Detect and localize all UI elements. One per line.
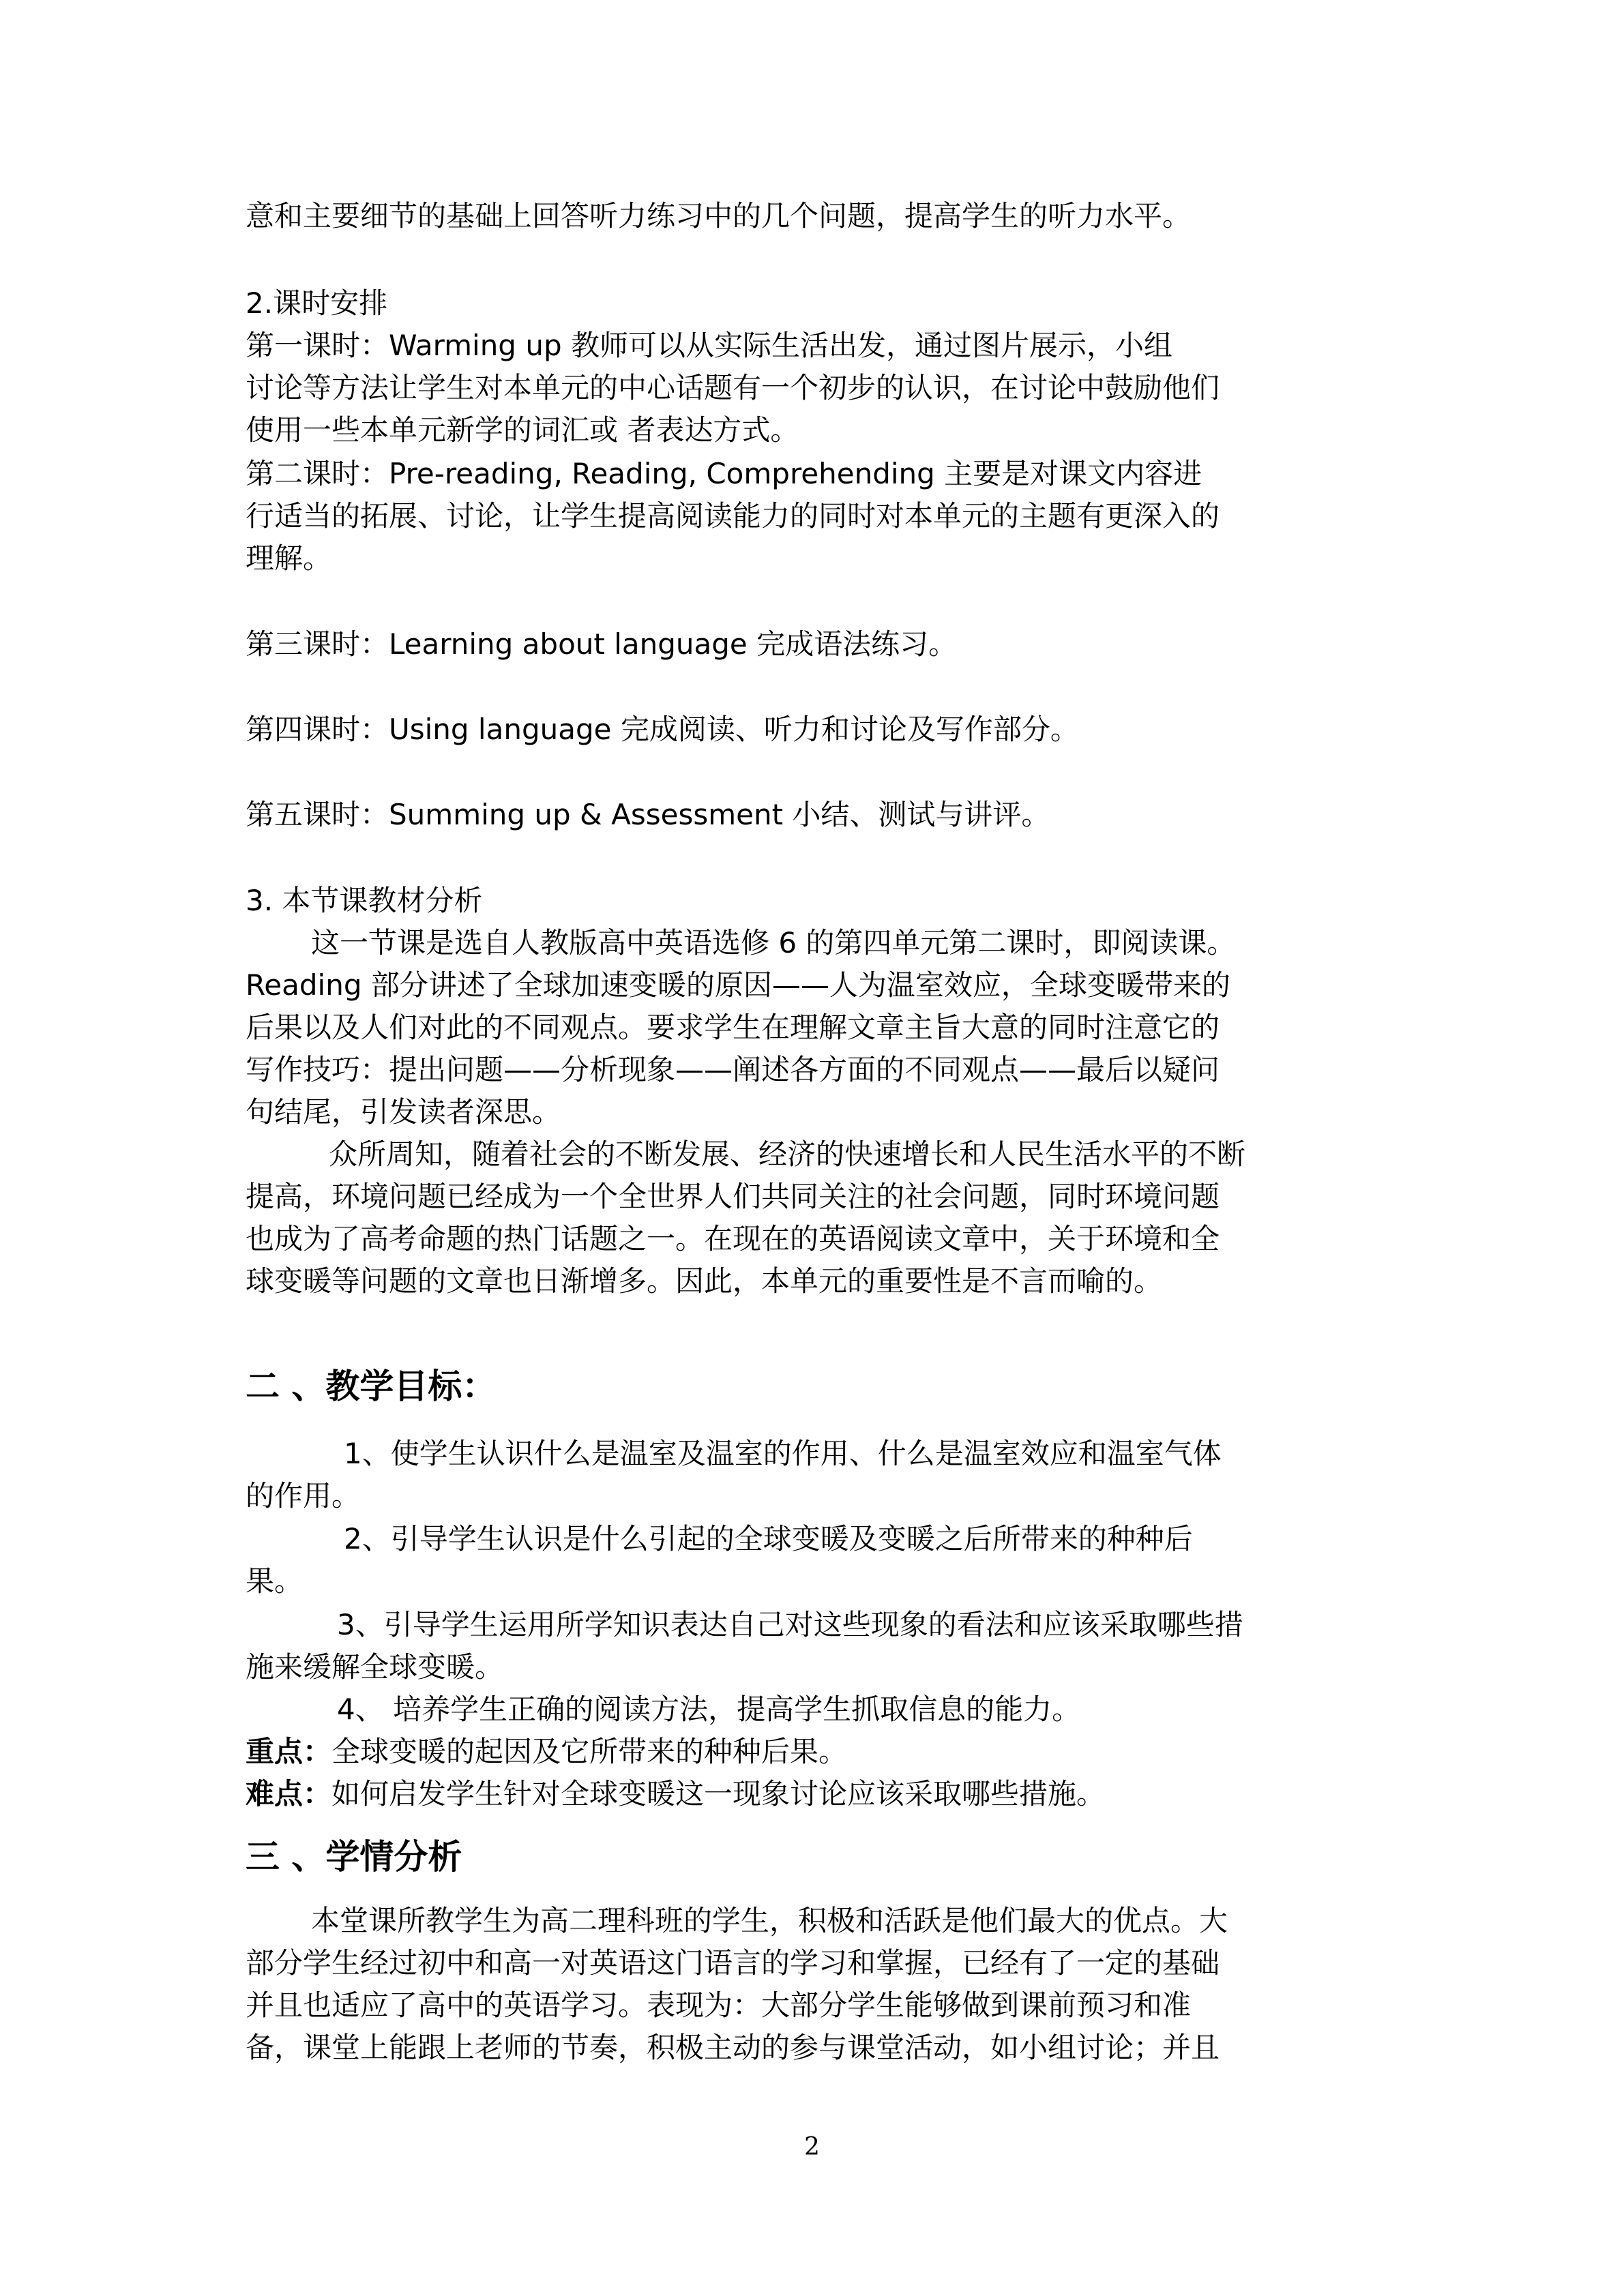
paragraph-line: 意和主要细节的基础上回答听力练习中的几个问题，提高学生的听力水平。 bbox=[246, 199, 1192, 233]
paragraph-line: 使用一些本单元新学的词汇或 者表达方式。 bbox=[246, 413, 799, 447]
paragraph-line: 众所周知，随着社会的不断发展、经济的快速增长和人民生活水平的不断 bbox=[329, 1137, 1246, 1171]
objective-item: 2、引导学生认识是什么引起的全球变暖及变暖之后所带来的种种后 bbox=[344, 1522, 1193, 1555]
paragraph-line: 第一课时：Warming up 教师可以从实际生活出发，通过图片展示，小组 bbox=[246, 329, 1172, 362]
page-number: 2 bbox=[804, 2133, 820, 2161]
paragraph-line: 并且也适应了高中的英语学习。表现为：大部分学生能够做到课前预习和准 bbox=[246, 1988, 1192, 2022]
objective-item: 3、引导学生运用所学知识表达自己对这些现象的看法和应该采取哪些措 bbox=[337, 1608, 1243, 1641]
paragraph-line: 的作用。 bbox=[246, 1479, 361, 1512]
paragraph-line: 备，课堂上能跟上老师的节奏，积极主动的参与课堂活动，如小组讨论；并且 bbox=[246, 2031, 1220, 2064]
paragraph-line: 写作技巧：提出问题——分析现象——阐述各方面的不同观点——最后以疑问 bbox=[246, 1053, 1220, 1086]
paragraph-line: 这一节课是选自人教版高中英语选修 6 的第四单元第二课时，即阅读课。 bbox=[311, 926, 1236, 959]
paragraph-line: 施来缓解全球变暖。 bbox=[246, 1650, 504, 1684]
key-point-line bbox=[246, 1731, 847, 1773]
objective-item: 1、使学生认识什么是温室及温室的作用、什么是温室效应和温室气体 bbox=[344, 1437, 1222, 1470]
paragraph-line: 果。 bbox=[246, 1564, 304, 1598]
paragraph-line: 理解。 bbox=[246, 541, 332, 575]
key-point-label: 重点： bbox=[246, 1735, 332, 1768]
paragraph-line: Reading 部分讲述了全球加速变暖的原因——人为温室效应，全球变暖带来的 bbox=[246, 968, 1230, 1002]
section-heading-schedule: 2.课时安排 bbox=[246, 286, 388, 320]
paragraph-line: 行适当的拓展、讨论，让学生提高阅读能力的同时对本单元的主题有更深入的 bbox=[246, 499, 1220, 533]
key-point-text: 全球变暖的起因及它所带来的种种后果。 bbox=[331, 1735, 848, 1768]
difficult-point-text: 如何启发学生针对全球变暖这一现象讨论应该采取哪些措施。 bbox=[331, 1777, 1106, 1810]
difficult-point-label: 难点： bbox=[246, 1777, 332, 1810]
paragraph-line: 讨论等方法让学生对本单元的中心话题有一个初步的认识，在讨论中鼓励他们 bbox=[246, 371, 1220, 404]
paragraph-line: 后果以及人们对此的不同观点。要求学生在理解文章主旨大意的同时注意它的 bbox=[246, 1011, 1220, 1044]
paragraph-line: 部分学生经过初中和高一对英语这门语言的学习和掌握，已经有了一定的基础 bbox=[246, 1946, 1220, 1980]
paragraph-line: 第四课时：Using language 完成阅读、听力和讨论及写作部分。 bbox=[246, 713, 1079, 746]
paragraph-line: 第三课时：Learning about language 完成语法练习。 bbox=[246, 627, 958, 661]
heading-student-analysis: 三 、学情分析 bbox=[246, 1837, 462, 1877]
paragraph-line: 球变暖等问题的文章也日渐增多。因此，本单元的重要性是不言而喻的。 bbox=[246, 1264, 1163, 1298]
difficult-point-line bbox=[246, 1773, 1105, 1815]
paragraph-line: 句结尾，引发读者深思。 bbox=[246, 1095, 561, 1129]
paragraph-line: 提高，环境问题已经成为一个全世界人们共同关注的社会问题，同时环境问题 bbox=[246, 1180, 1220, 1213]
heading-teaching-objectives: 二 、教学目标： bbox=[246, 1367, 497, 1406]
paragraph-line: 第五课时：Summing up & Assessment 小结、测试与讲评。 bbox=[246, 798, 1050, 831]
section-heading-analysis: 3. 本节课教材分析 bbox=[246, 884, 483, 917]
objective-item: 4、 培养学生正确的阅读方法，提高学生抓取信息的能力。 bbox=[337, 1693, 1081, 1726]
paragraph-line: 第二课时：Pre-reading, Reading, Comprehending 主要是对课文内容进 bbox=[246, 457, 1202, 490]
paragraph-line: 也成为了高考命题的热门话题之一。在现在的英语阅读文章中，关于环境和全 bbox=[246, 1222, 1220, 1255]
paragraph-line: 本堂课所教学生为高二理科班的学生，积极和活跃是他们最大的优点。大 bbox=[311, 1904, 1228, 1937]
